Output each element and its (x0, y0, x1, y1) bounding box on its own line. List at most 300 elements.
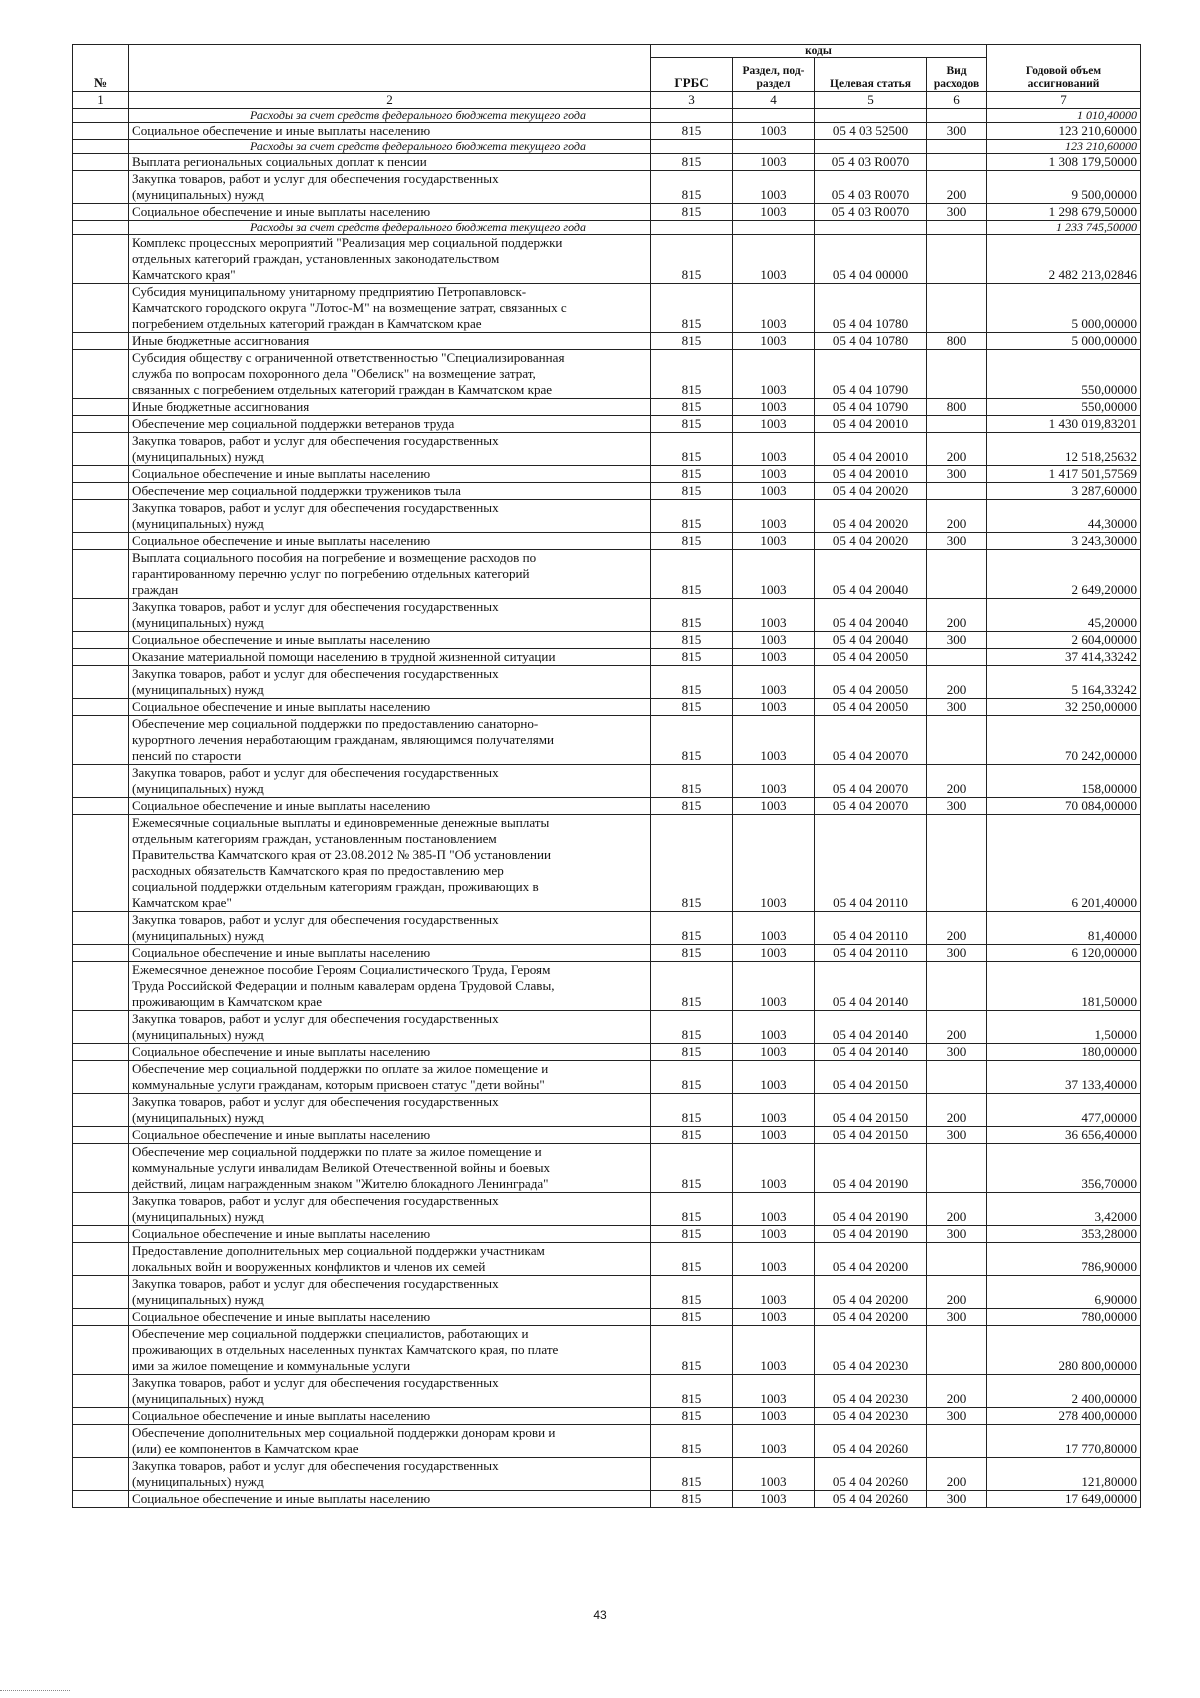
table-row (73, 1127, 1141, 1144)
row-number-cell (73, 1408, 129, 1425)
amount-cell: 1 010,40000 (987, 109, 1141, 123)
expense-type-cell: 300 (927, 699, 987, 716)
row-number-cell (73, 649, 129, 666)
amount-cell: 1 308 179,50000 (987, 154, 1141, 171)
funding-source-row (73, 221, 1141, 235)
row-name-cell: Закупка товаров, работ и услуг для обеспечения государственных (муниципальных) нужд (129, 1094, 651, 1127)
razdel-cell: 1003 (733, 1193, 815, 1226)
amount-cell: 3,42000 (987, 1193, 1141, 1226)
razdel-cell: 1003 (733, 1309, 815, 1326)
target-article-cell: 05 4 04 20070 (815, 765, 927, 798)
grbs-cell: 815 (651, 1061, 733, 1094)
row-name-cell: Обеспечение мер социальной поддержки специалистов, работающих и проживающих в отдельных населенных пунктах Камчатского края, по плате ими за жилое помещение и коммунальные услуги (129, 1326, 651, 1375)
row-name-cell: Закупка товаров, работ и услуг для обеспечения государственных (муниципальных) нужд (129, 1193, 651, 1226)
grbs-cell: 815 (651, 1094, 733, 1127)
razdel-cell: 1003 (733, 1094, 815, 1127)
table-row (73, 1243, 1141, 1276)
grbs-cell (651, 221, 733, 235)
table-row (73, 500, 1141, 533)
row-name-cell: Социальное обеспечение и иные выплаты населению (129, 466, 651, 483)
row-number-cell (73, 1491, 129, 1508)
razdel-cell: 1003 (733, 416, 815, 433)
razdel-cell: 1003 (733, 1491, 815, 1508)
amount-cell: 123 210,60000 (987, 140, 1141, 154)
row-name-cell: Социальное обеспечение и иные выплаты населению (129, 699, 651, 716)
expense-type-cell (927, 284, 987, 333)
expense-type-cell (927, 1425, 987, 1458)
target-article-cell: 05 4 04 20040 (815, 632, 927, 649)
grbs-cell: 815 (651, 912, 733, 945)
grbs-cell: 815 (651, 483, 733, 500)
table-row (73, 1425, 1141, 1458)
amount-cell: 780,00000 (987, 1309, 1141, 1326)
row-number-cell (73, 1144, 129, 1193)
expense-type-cell: 300 (927, 1226, 987, 1243)
target-article-cell: 05 4 04 20200 (815, 1276, 927, 1309)
row-name-cell: Расходы за счет средств федерального бюджета текущего года (129, 109, 651, 123)
razdel-cell: 1003 (733, 815, 815, 912)
row-name-cell: Социальное обеспечение и иные выплаты населению (129, 945, 651, 962)
document-page (72, 44, 1140, 1508)
table-row (73, 699, 1141, 716)
target-article-cell: 05 4 04 20230 (815, 1408, 927, 1425)
budget-table (72, 44, 1141, 1508)
grbs-cell: 815 (651, 333, 733, 350)
table-row (73, 350, 1141, 399)
razdel-cell: 1003 (733, 1458, 815, 1491)
expense-type-cell: 300 (927, 1491, 987, 1508)
row-name-cell: Закупка товаров, работ и услуг для обеспечения государственных (муниципальных) нужд (129, 1375, 651, 1408)
amount-cell: 70 084,00000 (987, 798, 1141, 815)
target-article-cell: 05 4 04 20200 (815, 1309, 927, 1326)
amount-cell: 45,20000 (987, 599, 1141, 632)
grbs-cell: 815 (651, 1408, 733, 1425)
row-number-cell (73, 171, 129, 204)
column-index-row (73, 92, 1141, 109)
table-row (73, 649, 1141, 666)
row-name-cell: Социальное обеспечение и иные выплаты населению (129, 798, 651, 815)
row-number-cell (73, 350, 129, 399)
amount-cell: 123 210,60000 (987, 123, 1141, 140)
row-name-cell: Закупка товаров, работ и услуг для обеспечения государственных (муниципальных) нужд (129, 666, 651, 699)
table-row (73, 433, 1141, 466)
row-number-cell (73, 1276, 129, 1309)
expense-type-cell: 300 (927, 1127, 987, 1144)
row-number-cell (73, 765, 129, 798)
target-article-cell (815, 221, 927, 235)
target-article-cell: 05 4 04 20020 (815, 533, 927, 550)
grbs-cell: 815 (651, 1458, 733, 1491)
row-number-cell (73, 466, 129, 483)
grbs-cell: 815 (651, 1011, 733, 1044)
row-number-cell (73, 140, 129, 154)
expense-type-cell: 200 (927, 912, 987, 945)
row-number-cell (73, 632, 129, 649)
target-article-cell: 05 4 04 20050 (815, 649, 927, 666)
row-name-cell: Оказание материальной помощи населению в трудной жизненной ситуации (129, 649, 651, 666)
razdel-cell: 1003 (733, 945, 815, 962)
row-number-cell (73, 699, 129, 716)
row-number-cell (73, 1375, 129, 1408)
expense-type-cell (927, 1061, 987, 1094)
grbs-cell: 815 (651, 798, 733, 815)
table-row (73, 815, 1141, 912)
grbs-cell: 815 (651, 1309, 733, 1326)
row-number-cell (73, 1425, 129, 1458)
amount-cell: 6 201,40000 (987, 815, 1141, 912)
target-article-cell: 05 4 04 20110 (815, 815, 927, 912)
razdel-cell: 1003 (733, 798, 815, 815)
target-article-cell: 05 4 04 10780 (815, 284, 927, 333)
row-number-cell (73, 221, 129, 235)
target-article-cell: 05 4 04 20110 (815, 912, 927, 945)
row-number-cell (73, 1061, 129, 1094)
razdel-cell: 1003 (733, 1375, 815, 1408)
target-article-cell: 05 4 04 20040 (815, 599, 927, 632)
table-row (73, 1226, 1141, 1243)
row-name-cell: Закупка товаров, работ и услуг для обеспечения государственных (муниципальных) нужд (129, 765, 651, 798)
target-article-cell: 05 4 03 R0070 (815, 171, 927, 204)
row-number-cell (73, 500, 129, 533)
amount-cell: 2 649,20000 (987, 550, 1141, 599)
row-number-cell (73, 1193, 129, 1226)
expense-type-cell: 200 (927, 433, 987, 466)
expense-type-cell (927, 962, 987, 1011)
header-vid: Вид расходов (927, 58, 987, 92)
razdel-cell: 1003 (733, 1326, 815, 1375)
row-number-cell (73, 123, 129, 140)
razdel-cell: 1003 (733, 466, 815, 483)
amount-cell: 6,90000 (987, 1276, 1141, 1309)
expense-type-cell (927, 550, 987, 599)
expense-type-cell (927, 109, 987, 123)
amount-cell: 1 430 019,83201 (987, 416, 1141, 433)
grbs-cell: 815 (651, 962, 733, 1011)
row-name-cell: Иные бюджетные ассигнования (129, 399, 651, 416)
target-article-cell: 05 4 04 20150 (815, 1094, 927, 1127)
razdel-cell: 1003 (733, 1243, 815, 1276)
amount-cell: 81,40000 (987, 912, 1141, 945)
expense-type-cell: 200 (927, 500, 987, 533)
row-number-cell (73, 1309, 129, 1326)
expense-type-cell: 300 (927, 533, 987, 550)
grbs-cell: 815 (651, 171, 733, 204)
razdel-cell: 1003 (733, 433, 815, 466)
table-row (73, 284, 1141, 333)
target-article-cell (815, 109, 927, 123)
razdel-cell: 1003 (733, 204, 815, 221)
grbs-cell: 815 (651, 284, 733, 333)
razdel-cell: 1003 (733, 699, 815, 716)
row-name-cell: Комплекс процессных мероприятий "Реализация мер социальной поддержки отдельных категорий граждан, установленных законодательством Камчатского края" (129, 235, 651, 284)
target-article-cell: 05 4 04 20150 (815, 1127, 927, 1144)
expense-type-cell (927, 1326, 987, 1375)
grbs-cell: 815 (651, 1127, 733, 1144)
row-name-cell: Обеспечение мер социальной поддержки тружеников тыла (129, 483, 651, 500)
amount-cell: 353,28000 (987, 1226, 1141, 1243)
grbs-cell: 815 (651, 1375, 733, 1408)
expense-type-cell (927, 154, 987, 171)
row-number-cell (73, 235, 129, 284)
row-name-cell: Закупка товаров, работ и услуг для обеспечения государственных (муниципальных) нужд (129, 433, 651, 466)
expense-type-cell: 200 (927, 171, 987, 204)
amount-cell: 70 242,00000 (987, 716, 1141, 765)
funding-source-row (73, 140, 1141, 154)
table-row (73, 1193, 1141, 1226)
amount-cell: 32 250,00000 (987, 699, 1141, 716)
razdel-cell: 1003 (733, 154, 815, 171)
table-row (73, 798, 1141, 815)
amount-cell: 158,00000 (987, 765, 1141, 798)
expense-type-cell (927, 649, 987, 666)
row-name-cell: Выплата региональных социальных доплат к пенсии (129, 154, 651, 171)
grbs-cell: 815 (651, 1276, 733, 1309)
row-name-cell: Закупка товаров, работ и услуг для обеспечения государственных (муниципальных) нужд (129, 171, 651, 204)
amount-cell: 550,00000 (987, 350, 1141, 399)
grbs-cell: 815 (651, 632, 733, 649)
grbs-cell: 815 (651, 1044, 733, 1061)
table-row (73, 962, 1141, 1011)
expense-type-cell: 300 (927, 945, 987, 962)
index-cell: 5 (815, 92, 927, 109)
razdel-cell: 1003 (733, 765, 815, 798)
target-article-cell: 05 4 04 20070 (815, 798, 927, 815)
expense-type-cell: 200 (927, 1276, 987, 1309)
expense-type-cell (927, 716, 987, 765)
target-article-cell: 05 4 04 10790 (815, 350, 927, 399)
table-row (73, 912, 1141, 945)
target-article-cell: 05 4 03 R0070 (815, 204, 927, 221)
table-row (73, 416, 1141, 433)
target-article-cell: 05 4 04 00000 (815, 235, 927, 284)
target-article-cell: 05 4 04 20010 (815, 433, 927, 466)
razdel-cell: 1003 (733, 1144, 815, 1193)
razdel-cell: 1003 (733, 171, 815, 204)
table-row (73, 765, 1141, 798)
row-number-cell (73, 815, 129, 912)
expense-type-cell: 200 (927, 599, 987, 632)
row-name-cell: Социальное обеспечение и иные выплаты населению (129, 1226, 651, 1243)
row-number-cell (73, 666, 129, 699)
target-article-cell: 05 4 04 20070 (815, 716, 927, 765)
row-number-cell (73, 716, 129, 765)
expense-type-cell (927, 235, 987, 284)
target-article-cell: 05 4 04 20010 (815, 416, 927, 433)
expense-type-cell (927, 140, 987, 154)
grbs-cell: 815 (651, 1226, 733, 1243)
expense-type-cell: 200 (927, 1458, 987, 1491)
razdel-cell: 1003 (733, 912, 815, 945)
table-row (73, 1094, 1141, 1127)
row-name-cell: Социальное обеспечение и иные выплаты населению (129, 1127, 651, 1144)
row-number-cell (73, 1127, 129, 1144)
row-name-cell: Обеспечение мер социальной поддержки по плате за жилое помещение и коммунальные услуги инвалидам Великой Отечественной войны и боевых действий, лицам награжденным знаком "Жителю блокадного Ленинграда" (129, 1144, 651, 1193)
header-celevaya: Целевая статья (815, 58, 927, 92)
amount-cell: 12 518,25632 (987, 433, 1141, 466)
header-num: № (73, 45, 129, 92)
amount-cell: 356,70000 (987, 1144, 1141, 1193)
grbs-cell: 815 (651, 399, 733, 416)
expense-type-cell: 200 (927, 1094, 987, 1127)
amount-cell: 2 604,00000 (987, 632, 1141, 649)
target-article-cell: 05 4 04 20260 (815, 1491, 927, 1508)
grbs-cell: 815 (651, 699, 733, 716)
row-number-cell (73, 433, 129, 466)
amount-cell: 477,00000 (987, 1094, 1141, 1127)
razdel-cell: 1003 (733, 632, 815, 649)
razdel-cell: 1003 (733, 1425, 815, 1458)
table-row (73, 550, 1141, 599)
razdel-cell (733, 140, 815, 154)
expense-type-cell: 300 (927, 204, 987, 221)
index-cell: 7 (987, 92, 1141, 109)
table-row (73, 632, 1141, 649)
amount-cell: 3 243,30000 (987, 533, 1141, 550)
grbs-cell: 815 (651, 599, 733, 632)
expense-type-cell (927, 350, 987, 399)
grbs-cell: 815 (651, 550, 733, 599)
row-name-cell: Социальное обеспечение и иные выплаты населению (129, 1491, 651, 1508)
razdel-cell: 1003 (733, 962, 815, 1011)
header-volume: Годовой объем ассигнований (987, 45, 1141, 92)
row-number-cell (73, 1458, 129, 1491)
expense-type-cell (927, 815, 987, 912)
grbs-cell: 815 (651, 1425, 733, 1458)
expense-type-cell: 300 (927, 632, 987, 649)
amount-cell: 2 482 213,02846 (987, 235, 1141, 284)
target-article-cell: 05 4 04 20140 (815, 1011, 927, 1044)
expense-type-cell: 200 (927, 765, 987, 798)
expense-type-cell: 200 (927, 666, 987, 699)
razdel-cell: 1003 (733, 533, 815, 550)
grbs-cell: 815 (651, 1326, 733, 1375)
table-row (73, 1044, 1141, 1061)
row-name-cell: Субсидия обществу с ограниченной ответственностью "Специализированная служба по вопросам похоронного дела "Обелиск" на возмещение затрат, связанных с погребением отдельных категорий граждан в Камчатском крае (129, 350, 651, 399)
amount-cell: 17 649,00000 (987, 1491, 1141, 1508)
table-row (73, 235, 1141, 284)
razdel-cell: 1003 (733, 350, 815, 399)
amount-cell: 5 164,33242 (987, 666, 1141, 699)
target-article-cell: 05 4 04 20230 (815, 1326, 927, 1375)
target-article-cell: 05 4 04 20190 (815, 1226, 927, 1243)
grbs-cell: 815 (651, 1193, 733, 1226)
target-article-cell: 05 4 04 20260 (815, 1458, 927, 1491)
grbs-cell: 815 (651, 649, 733, 666)
row-name-cell: Закупка товаров, работ и услуг для обеспечения государственных (муниципальных) нужд (129, 1458, 651, 1491)
razdel-cell: 1003 (733, 1226, 815, 1243)
expense-type-cell (927, 1243, 987, 1276)
header-codes: коды (651, 45, 987, 58)
grbs-cell: 815 (651, 1243, 733, 1276)
expense-type-cell: 300 (927, 466, 987, 483)
grbs-cell: 815 (651, 416, 733, 433)
expense-type-cell (927, 416, 987, 433)
table-row (73, 399, 1141, 416)
table-row (73, 1144, 1141, 1193)
target-article-cell: 05 4 04 20020 (815, 483, 927, 500)
amount-cell: 550,00000 (987, 399, 1141, 416)
expense-type-cell: 300 (927, 1309, 987, 1326)
target-article-cell: 05 4 04 20040 (815, 550, 927, 599)
page-number: 43 (593, 1608, 607, 1622)
grbs-cell (651, 140, 733, 154)
amount-cell: 37 133,40000 (987, 1061, 1141, 1094)
razdel-cell: 1003 (733, 716, 815, 765)
amount-cell: 5 000,00000 (987, 333, 1141, 350)
row-number-cell (73, 154, 129, 171)
table-row (73, 483, 1141, 500)
target-article-cell: 05 4 04 20260 (815, 1425, 927, 1458)
expense-type-cell: 300 (927, 123, 987, 140)
row-name-cell: Закупка товаров, работ и услуг для обеспечения государственных (муниципальных) нужд (129, 912, 651, 945)
header-row-1 (73, 45, 1141, 58)
table-row (73, 1491, 1141, 1508)
expense-type-cell (927, 221, 987, 235)
row-name-cell: Закупка товаров, работ и услуг для обеспечения государственных (муниципальных) нужд (129, 1011, 651, 1044)
row-name-cell: Социальное обеспечение и иные выплаты населению (129, 533, 651, 550)
razdel-cell: 1003 (733, 1044, 815, 1061)
index-cell: 4 (733, 92, 815, 109)
razdel-cell: 1003 (733, 1127, 815, 1144)
target-article-cell: 05 4 04 20050 (815, 699, 927, 716)
target-article-cell: 05 4 04 10790 (815, 399, 927, 416)
amount-cell: 3 287,60000 (987, 483, 1141, 500)
razdel-cell: 1003 (733, 649, 815, 666)
grbs-cell: 815 (651, 666, 733, 699)
row-name-cell: Обеспечение дополнительных мер социальной поддержки донорам крови и (или) ее компонентов в Камчатском крае (129, 1425, 651, 1458)
row-number-cell (73, 1011, 129, 1044)
expense-type-cell (927, 1144, 987, 1193)
row-number-cell (73, 1044, 129, 1061)
table-row (73, 204, 1141, 221)
grbs-cell: 815 (651, 123, 733, 140)
table-row (73, 945, 1141, 962)
grbs-cell: 815 (651, 154, 733, 171)
row-number-cell (73, 798, 129, 815)
table-row (73, 1375, 1141, 1408)
row-number-cell (73, 284, 129, 333)
amount-cell: 37 414,33242 (987, 649, 1141, 666)
row-name-cell: Социальное обеспечение и иные выплаты населению (129, 123, 651, 140)
table-row (73, 666, 1141, 699)
table-row (73, 716, 1141, 765)
amount-cell: 181,50000 (987, 962, 1141, 1011)
target-article-cell: 05 4 04 20200 (815, 1243, 927, 1276)
grbs-cell: 815 (651, 716, 733, 765)
grbs-cell: 815 (651, 500, 733, 533)
grbs-cell (651, 109, 733, 123)
row-name-cell: Закупка товаров, работ и услуг для обеспечения государственных (муниципальных) нужд (129, 599, 651, 632)
grbs-cell: 815 (651, 235, 733, 284)
amount-cell: 280 800,00000 (987, 1326, 1141, 1375)
row-number-cell (73, 1226, 129, 1243)
table-row (73, 466, 1141, 483)
razdel-cell: 1003 (733, 666, 815, 699)
grbs-cell: 815 (651, 945, 733, 962)
row-name-cell: Обеспечение мер социальной поддержки по оплате за жилое помещение и коммунальные услуги гражданам, которым присвоен статус "дети войны" (129, 1061, 651, 1094)
target-article-cell: 05 4 04 10780 (815, 333, 927, 350)
expense-type-cell: 200 (927, 1193, 987, 1226)
grbs-cell: 815 (651, 466, 733, 483)
header-grbs: ГРБС (651, 58, 733, 92)
table-row (73, 123, 1141, 140)
expense-type-cell: 800 (927, 399, 987, 416)
amount-cell: 44,30000 (987, 500, 1141, 533)
target-article-cell: 05 4 03 52500 (815, 123, 927, 140)
table-row (73, 333, 1141, 350)
expense-type-cell: 300 (927, 1044, 987, 1061)
table-row (73, 171, 1141, 204)
